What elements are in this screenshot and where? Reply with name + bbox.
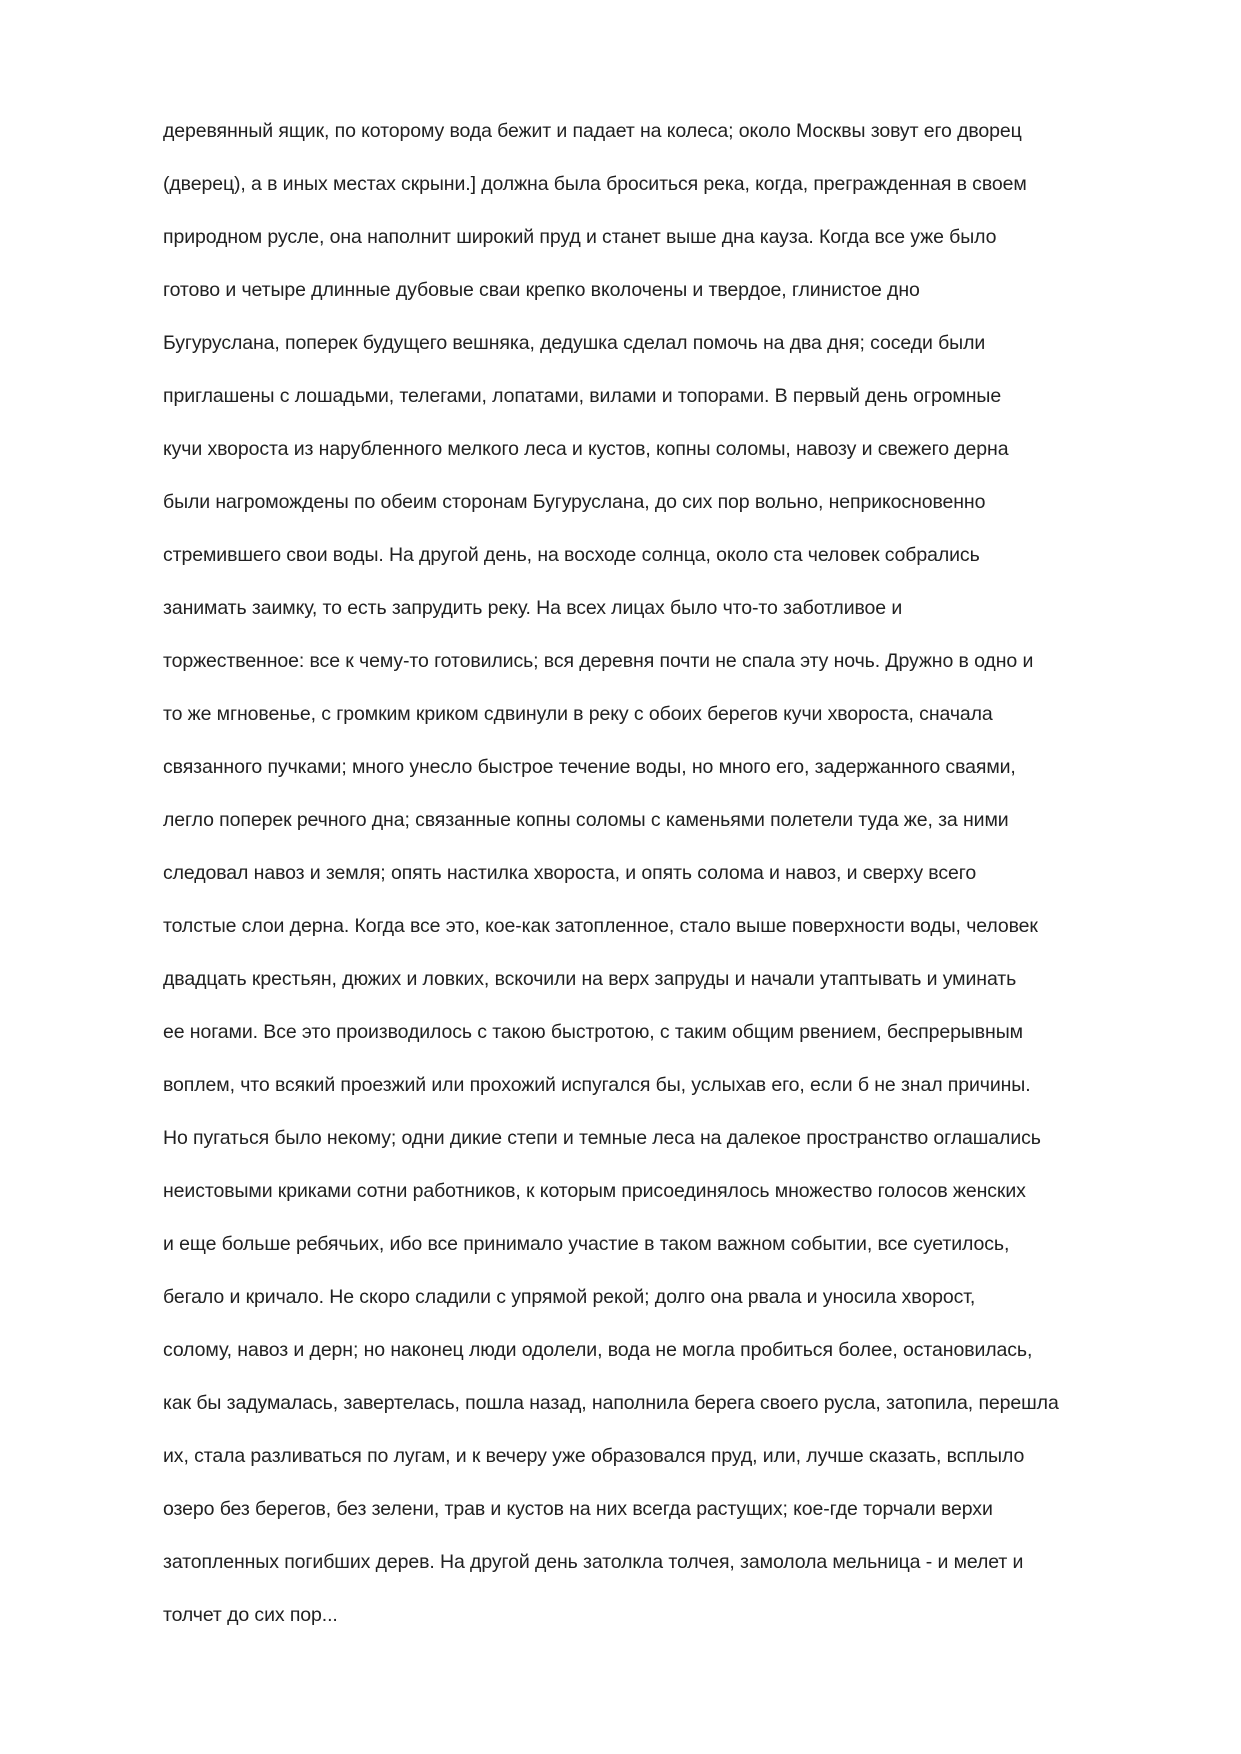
text-line: природном русле, она наполнит широкий пруд и станет выше дна кауза. Когда все уже было [163,226,997,248]
text-line: (дверец), а в иных местах скрыни.] должна была броситься река, когда, прегражденная в своем [163,173,1027,195]
text-line: следовал навоз и земля; опять настилка хвороста, и опять солома и навоз, и сверху всего [163,862,977,884]
text-line: торжественное: все к чему-то готовились; вся деревня почти не спала эту ночь. Дружно в одно и [163,650,1034,672]
text-line: неистовыми криками сотни работников, к которым присоединялось множество голосов женских [163,1180,1026,1202]
text-line: приглашены с лошадьми, телегами, лопатами, вилами и топорами. В первый день огромные [163,385,1002,407]
text-line: озеро без берегов, без зелени, трав и кустов на них всегда растущих; кое-где торчали верхи [163,1498,993,1520]
text-line: бегало и кричало. Не скоро сладили с упрямой рекой; долго она рвала и уносила хворост, [163,1286,976,1308]
text-line: связанного пучками; много унесло быстрое течение воды, но много его, задержанного сваями, [163,756,1016,778]
text-line: их, стала разливаться по лугам, и к вечеру уже образовался пруд, или, лучше сказать, всплыло [163,1445,1025,1467]
text-line: толстые слои дерна. Когда все это, кое-как затопленное, стало выше поверхности воды, человек [163,915,1038,937]
text-line: воплем, что всякий проезжий или прохожий испугался бы, услыхав его, если б не знал причины. [163,1074,1031,1096]
body-text [163,105,1173,1642]
text-line: стремившего свои воды. На другой день, на восходе солнца, около ста человек собрались [163,544,980,566]
text-line: то же мгновенье, с громким криком сдвинули в реку с обоих берегов кучи хвороста, сначала [163,703,993,725]
text-line: ее ногами. Все это производилось с такою быстротою, с таким общим рвением, беспрерывным [163,1021,1023,1043]
text-line: Бугуруслана, поперек будущего вешняка, дедушка сделал помочь на два дня; соседи были [163,332,986,354]
text-line: толчет до сих пор... [163,1604,338,1626]
text-line: солому, навоз и дерн; но наконец люди одолели, вода не могла пробиться более, остановилась, [163,1339,1033,1361]
text-line: как бы задумалась, завертелась, пошла назад, наполнила берега своего русла, затопила, перешла [163,1392,1059,1414]
text-line: занимать заимку, то есть запрудить реку. На всех лицах было что-то заботливое и [163,597,903,619]
text-line: готово и четыре длинные дубовые сваи крепко вколочены и твердое, глинистое дно [163,279,920,301]
text-line: двадцать крестьян, дюжих и ловких, вскочили на верх запруды и начали утаптывать и уминать [163,968,1017,990]
text-line: Но пугаться было некому; одни дикие степи и темные леса на далекое пространство оглашались [163,1127,1041,1149]
text-line: кучи хвороста из нарубленного мелкого леса и кустов, копны соломы, навозу и свежего дерна [163,438,1009,460]
text-line: и еще больше ребячьих, ибо все принимало участие в таком важном событии, все суетилось, [163,1233,1010,1255]
text-line: были нагромождены по обеим сторонам Бугуруслана, до сих пор вольно, неприкосновенно [163,491,986,513]
text-line: деревянный ящик, по которому вода бежит и падает на колеса; около Москвы зовут его дворец [163,120,1022,142]
text-line: затопленных погибших дерев. На другой день затолкла толчея, замолола мельница - и мелет и [163,1551,1024,1573]
text-line: легло поперек речного дна; связанные копны соломы с каменьями полетели туда же, за ними [163,809,1009,831]
